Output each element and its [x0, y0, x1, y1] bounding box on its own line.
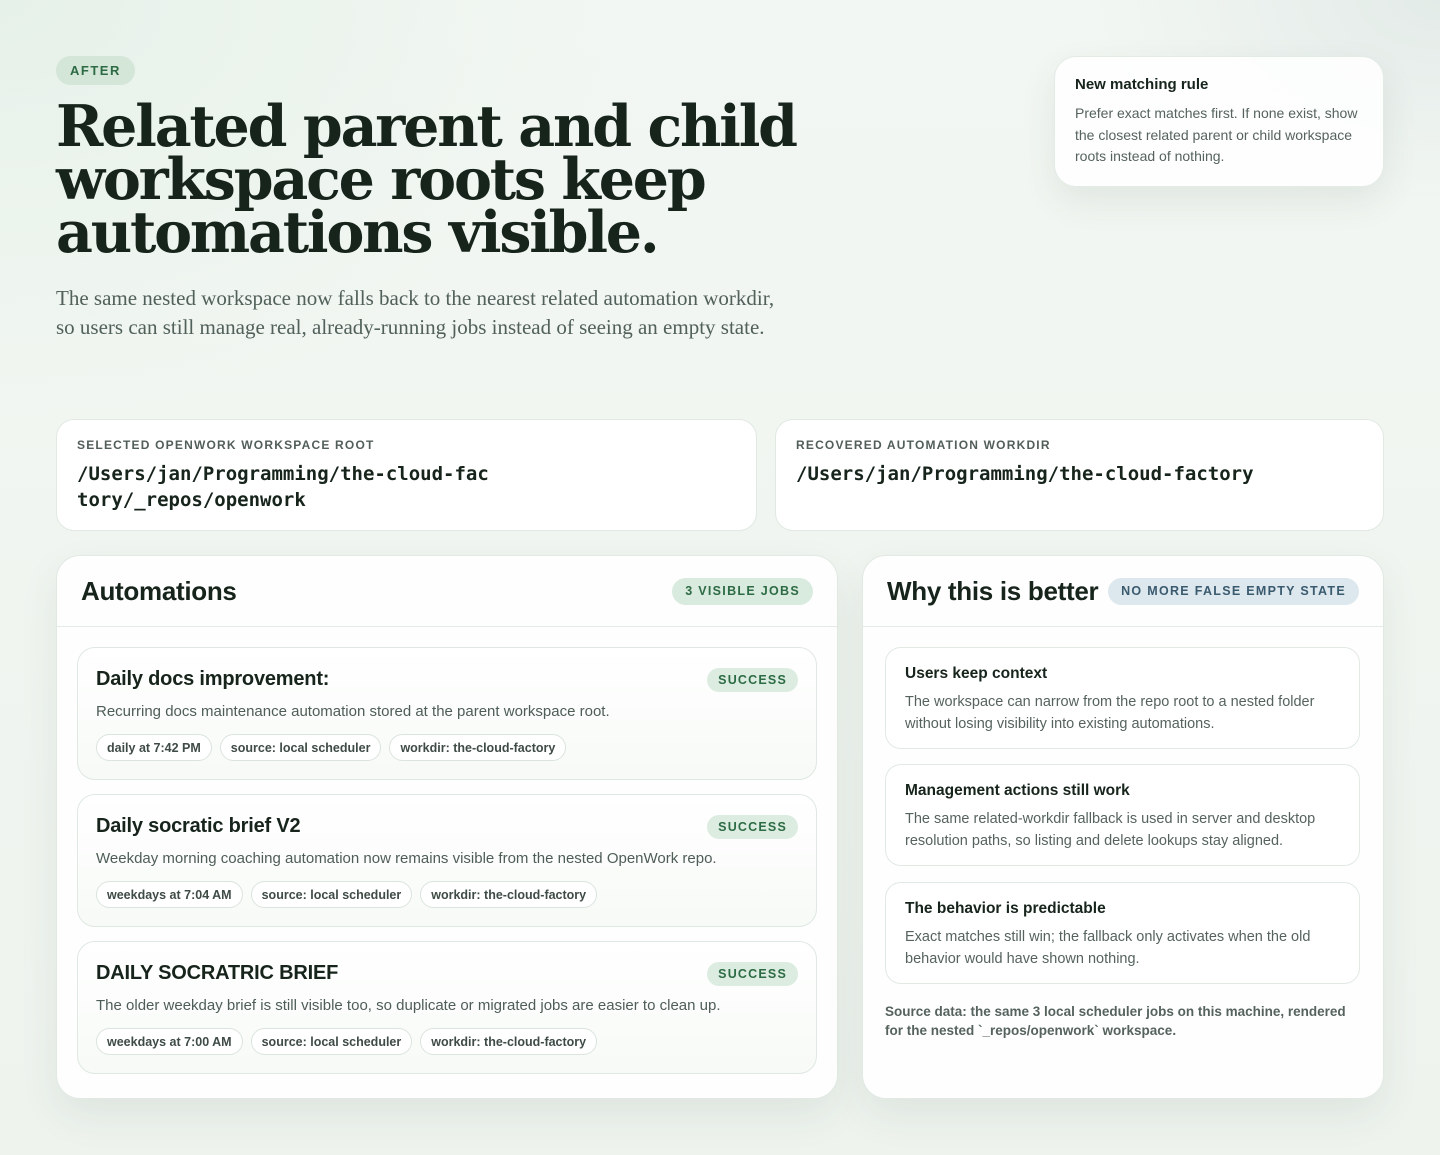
why-better-header [863, 556, 1383, 627]
job-status-badge: SUCCESS [707, 962, 798, 986]
why-better-panel [862, 555, 1384, 1099]
selected-root-path: /Users/jan/Programming/the-cloud-factory/_repos/openwork [77, 463, 489, 511]
reason-body: The workspace can narrow from the repo root to a nested folder without losing visibility into existing automations. [905, 694, 1315, 732]
job-workdir-tag: workdir: the-cloud-factory [420, 881, 597, 908]
automation-job-card[interactable] [77, 794, 817, 927]
why-better-title: Why this is better [887, 575, 1099, 606]
automation-job-card[interactable] [77, 647, 817, 780]
job-source-tag: source: local scheduler [220, 734, 382, 761]
reason-card [885, 764, 1360, 866]
after-badge: AFTER [56, 56, 135, 85]
job-status-badge: SUCCESS [707, 815, 798, 839]
selected-workspace-root-card [56, 419, 757, 531]
automations-title: Automations [81, 575, 237, 606]
reason-card [885, 647, 1360, 749]
job-source-tag: source: local scheduler [251, 1028, 413, 1055]
matching-rule-body: Prefer exact matches first. If none exist, show the closest related parent or child workspace roots instead of nothing. [1075, 105, 1358, 164]
recovered-workdir-label: RECOVERED AUTOMATION WORKDIR [796, 438, 1051, 452]
reason-title: The behavior is predictable [905, 900, 1106, 917]
automation-job-card[interactable] [77, 941, 817, 1074]
job-description: Recurring docs maintenance automation stored at the parent workspace root. [96, 703, 610, 720]
job-source-tag: source: local scheduler [251, 881, 413, 908]
job-description: The older weekday brief is still visible too, so duplicate or migrated jobs are easier to clean up. [96, 997, 721, 1014]
job-status-badge: SUCCESS [707, 668, 798, 692]
matching-rule-card [1054, 56, 1384, 187]
job-name: Daily socratic brief V2 [96, 815, 301, 837]
job-workdir-tag: workdir: the-cloud-factory [389, 734, 566, 761]
job-workdir-tag: workdir: the-cloud-factory [420, 1028, 597, 1055]
matching-rule-title: New matching rule [1075, 76, 1209, 93]
job-description: Weekday morning coaching automation now remains visible from the nested OpenWork repo. [96, 850, 717, 867]
page-subtitle: The same nested workspace now falls back to the nearest related automation workdir, so users can still manage real, already-running jobs instead of seeing an empty state. [56, 286, 775, 339]
job-name: Daily docs improvement: [96, 668, 330, 690]
recovered-workdir-path: /Users/jan/Programming/the-cloud-factory [796, 463, 1254, 485]
recovered-workdir-card [775, 419, 1384, 531]
automations-panel [56, 555, 838, 1099]
source-note: Source data: the same 3 local scheduler jobs on this machine, rendered for the nested `_repos/openwork` workspace. [885, 1004, 1346, 1038]
reason-card [885, 882, 1360, 984]
automations-header [57, 556, 837, 627]
reason-title: Users keep context [905, 665, 1048, 682]
selected-root-label: SELECTED OPENWORK WORKSPACE ROOT [77, 438, 375, 452]
reason-body: The same related-workdir fallback is used in server and desktop resolution paths, so listing and delete lookups stay aligned. [905, 811, 1316, 849]
job-name: DAILY SOCRATRIC BRIEF [96, 962, 339, 984]
job-schedule-tag: weekdays at 7:04 AM [96, 881, 243, 908]
visible-jobs-badge: 3 VISIBLE JOBS [672, 578, 813, 605]
job-schedule-tag: daily at 7:42 PM [96, 734, 212, 761]
job-schedule-tag: weekdays at 7:00 AM [96, 1028, 243, 1055]
reason-title: Management actions still work [905, 782, 1130, 799]
reason-body: Exact matches still win; the fallback only activates when the old behavior would have shown nothing. [905, 929, 1311, 967]
no-false-empty-state-badge: NO MORE FALSE EMPTY STATE [1108, 578, 1359, 605]
page-title: Related parent and child workspace roots keep automations visible. [56, 93, 796, 266]
